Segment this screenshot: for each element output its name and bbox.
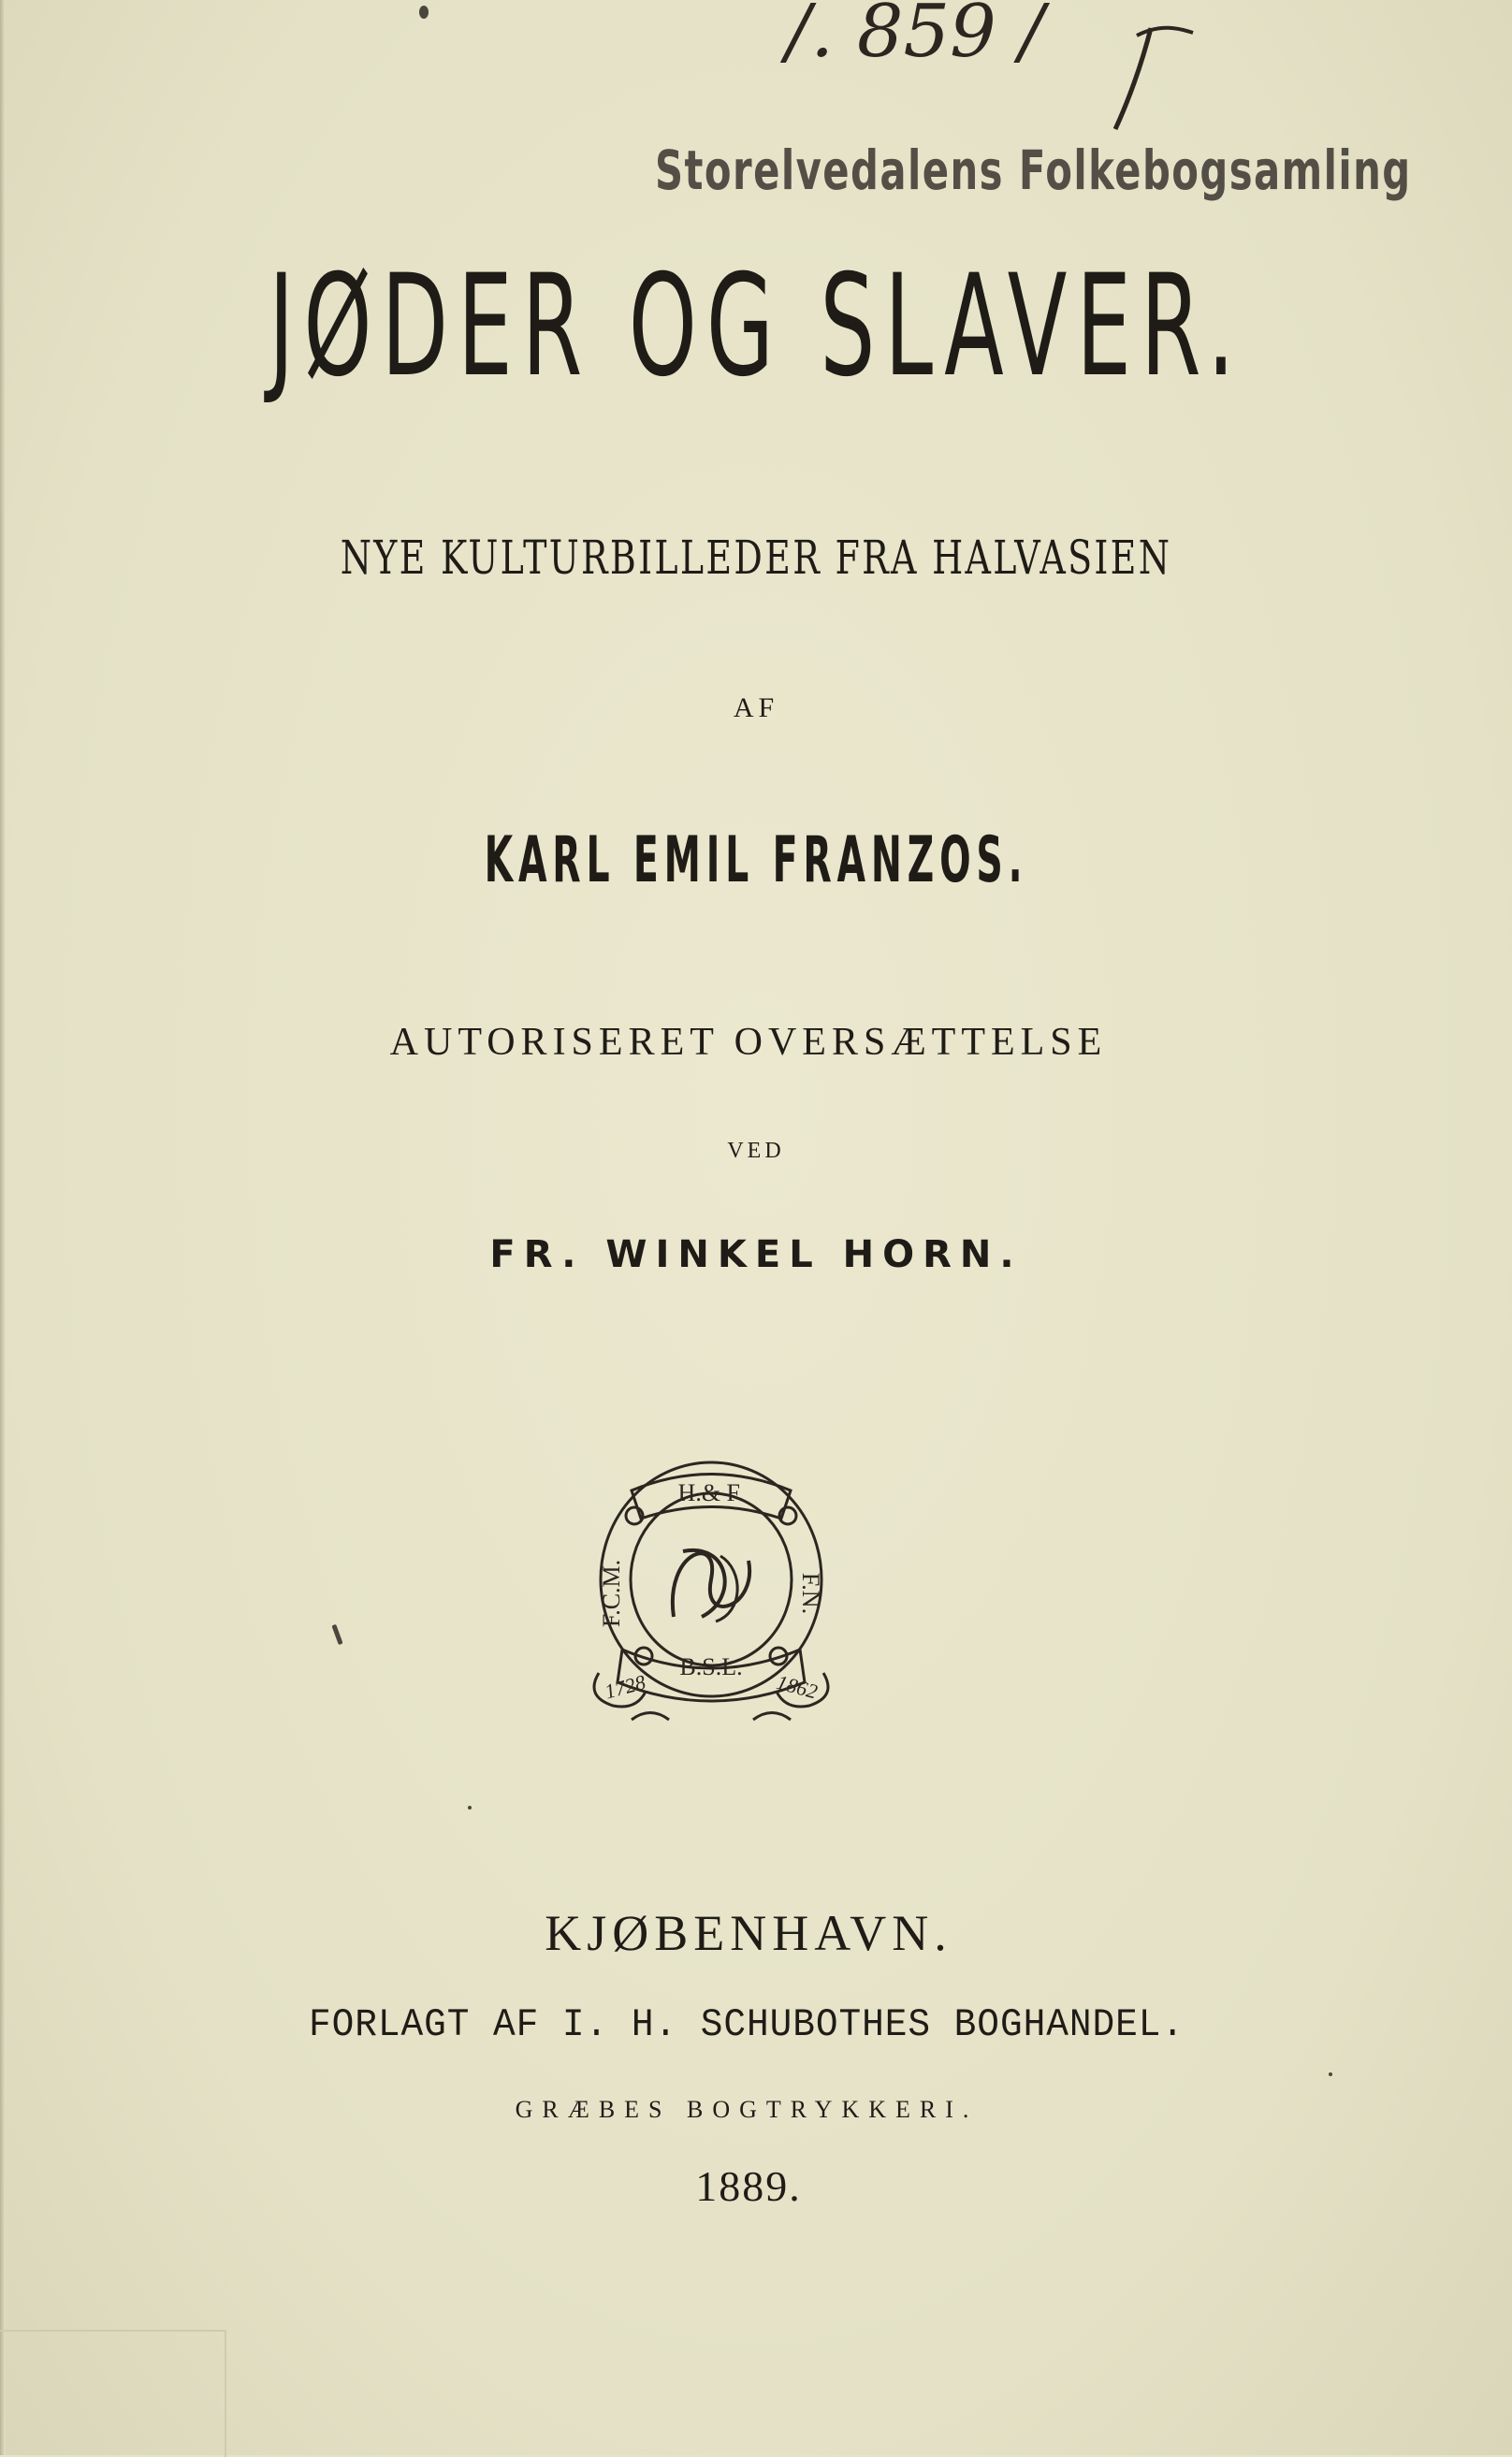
- author-name: KARL EMIL FRANZOS.: [484, 823, 1028, 897]
- translation-note: AUTORISERET OVERSÆTTELSE: [389, 1021, 1108, 1064]
- emblem-bottom-banner: B.S.L.: [679, 1653, 743, 1680]
- handwritten-shelfmark-text: /. 859 /: [786, 0, 1044, 74]
- emblem-right-text: F.N.: [797, 1572, 824, 1615]
- publication-year: 1889.: [695, 2162, 802, 2210]
- publisher-emblem-icon: [580, 1439, 842, 1738]
- emblem-year-right: 1862: [774, 1669, 821, 1704]
- ink-speck: [468, 1806, 472, 1810]
- emblem-year-left: 1728: [602, 1669, 648, 1704]
- by-label: AF: [733, 692, 779, 723]
- spine-edge: [0, 0, 6, 2455]
- emblem-top-banner: H.& F.: [677, 1479, 745, 1506]
- book-subtitle: NYE KULTURBILLEDER FRA HALVASIEN: [340, 531, 1172, 585]
- printer-line: GRÆBES BOGTRYKKERI.: [515, 2096, 979, 2123]
- handwritten-shelfmark: [767, 0, 1291, 131]
- ink-speck: [1329, 2072, 1332, 2076]
- ink-speck: [331, 1624, 342, 1645]
- translator-name: FR. WINKEL HORN.: [489, 1233, 1023, 1276]
- publication-city: KJØBENHAVN.: [545, 1905, 952, 1961]
- page-corner-mark: [0, 2330, 226, 2457]
- ink-speck: [419, 6, 429, 19]
- publisher-line: FORLAGT AF I. H. SCHUBOTHES BOGHANDEL.: [308, 2002, 1185, 2047]
- library-stamp: Storelvedalens Folkebogsamling: [655, 138, 1412, 202]
- translator-label: VED: [727, 1139, 785, 1163]
- book-title: JØDER OG SLAVER.: [269, 245, 1244, 408]
- emblem-left-text: F.C.M.: [598, 1559, 625, 1628]
